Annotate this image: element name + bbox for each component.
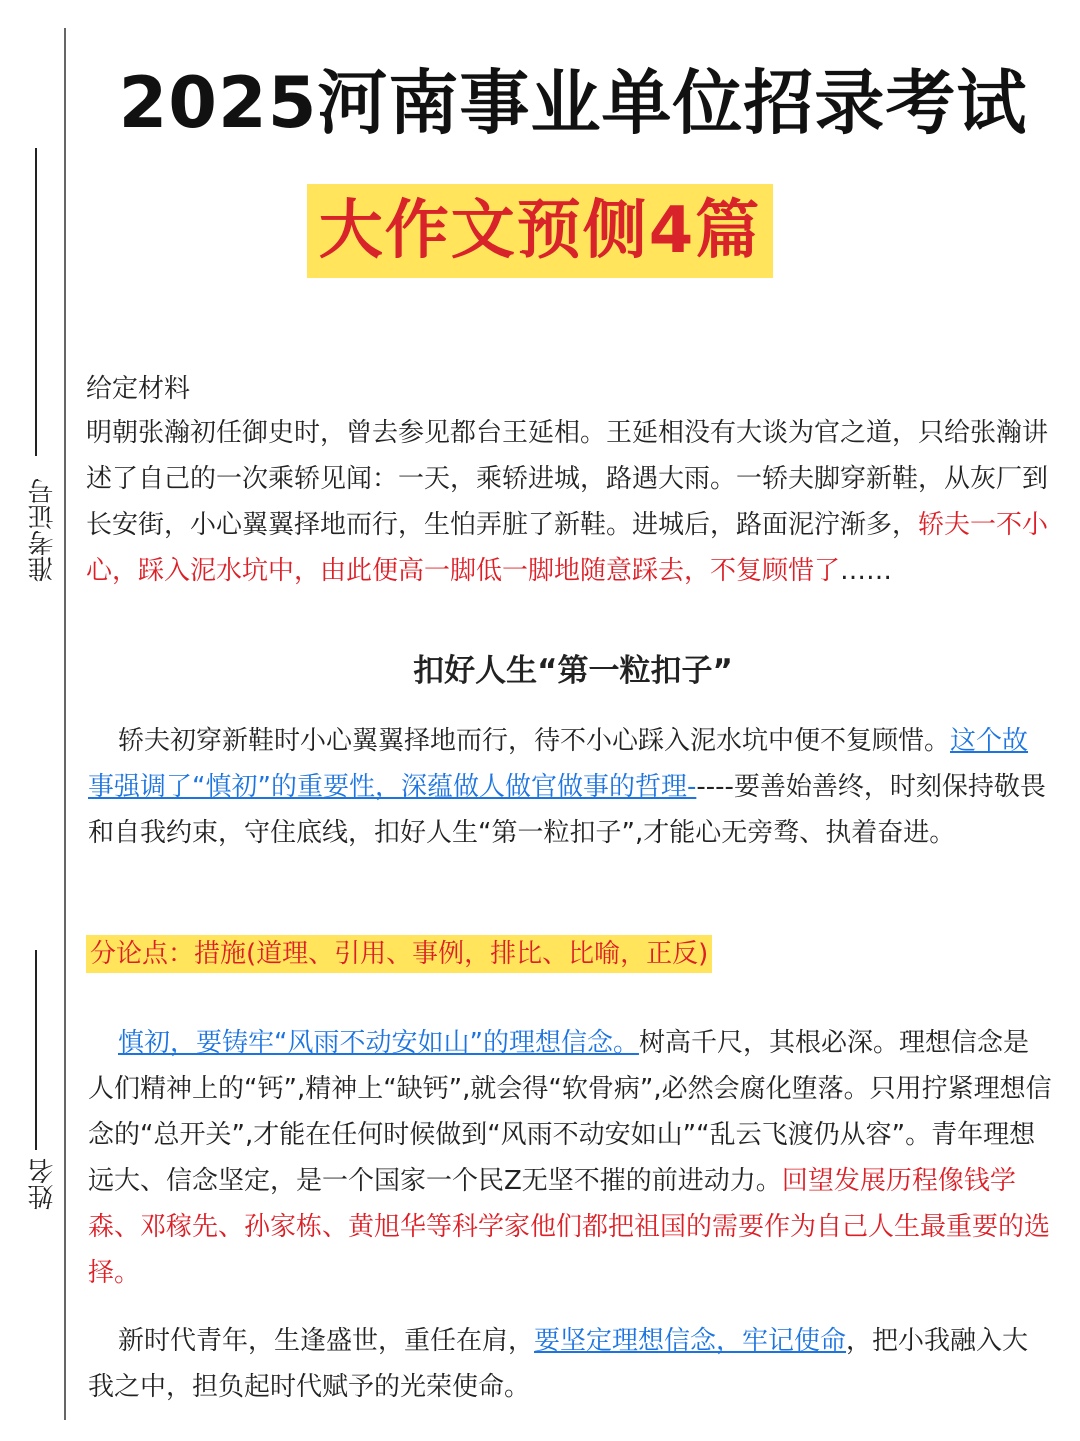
essay-paragraph-3 <box>88 1318 1052 1410</box>
essay-paragraph-1 <box>88 718 1052 856</box>
p2-link[interactable]: 慎初，要铸牢“风雨不动安如山”的理想信念。 <box>118 1028 639 1058</box>
page-title: 2025河南事业单位招录考试 <box>118 62 1028 144</box>
essay-title: 扣好人生“第一粒扣子” <box>413 653 733 689</box>
p3-text-end: ，把小我融入大我之中，担负起时代赋予的光荣使命。 <box>88 1326 1029 1402</box>
p1-text-end: ----要善始善终，时刻保持敬畏和自我约束，守住底线，扣好人生“第一粒扣子”,才能心无旁骛、执着奋进。 <box>88 772 1046 848</box>
p3-link[interactable]: 要坚定理想信念，牢记使命 <box>534 1326 847 1356</box>
exam-id-label: 准考证号 <box>28 478 58 582</box>
p1-text: 轿夫初穿新鞋时小心翼翼择地而行，待不小心踩入泥水坑中便不复顾惜。 <box>118 726 951 756</box>
material-ellipsis: …… <box>840 556 893 586</box>
p3-text: 新时代青年，生逢盛世，重任在肩， <box>118 1326 535 1356</box>
sub-argument-label: 分论点：措施(道理、引用、事例，排比、比喻，正反) <box>86 935 712 973</box>
p2-text-red: 回望发展历程像钱学森、邓稼先、孙家栋、黄旭华等科学家他们都把祖国的需要作为自己人生最重要的选择。 <box>88 1166 1051 1288</box>
material-heading: 给定材料 <box>86 374 191 404</box>
material-text-normal: 明朝张瀚初任御史时，曾去参见都台王延相。王延相没有大谈为官之道，只给张瀚讲述了自己的一次乘轿见闻：一天，乘轿进城，路遇大雨。一轿夫脚穿新鞋，从灰厂到长安街，小心翼翼择地而行，生怕弄脏了新鞋。进城后，路面泥泞渐多， <box>86 418 1049 540</box>
p2-text: 树高千尺，其根必深。理想信念是人们精神上的“钙”,精神上“缺钙”,就会得“软骨病”,必然会腐化堕落。只用拧紧理想信念的“总开关”,才能在任何时候做到“风雨不动安如山”“乱云飞渡仍从容”。青年理想远大、信念坚定，是一个国家一个民Z无坚不摧的前进动力。 <box>88 1028 1052 1196</box>
material-text-red: 轿夫一不小心，踩入泥水坑中，由此便高一脚低一脚地随意踩去，不复顾惜了 <box>86 510 1049 586</box>
p1-link[interactable]: 这个故事强调了“慎初”的重要性，深蕴做人做官做事的哲理- <box>88 726 1029 802</box>
essay-paragraph-2 <box>88 1020 1052 1296</box>
material-text <box>86 410 1052 594</box>
name-label: 姓名 <box>28 1158 58 1210</box>
name-underline <box>35 950 37 1150</box>
page-subtitle: 大作文预侧4篇 <box>307 184 774 278</box>
